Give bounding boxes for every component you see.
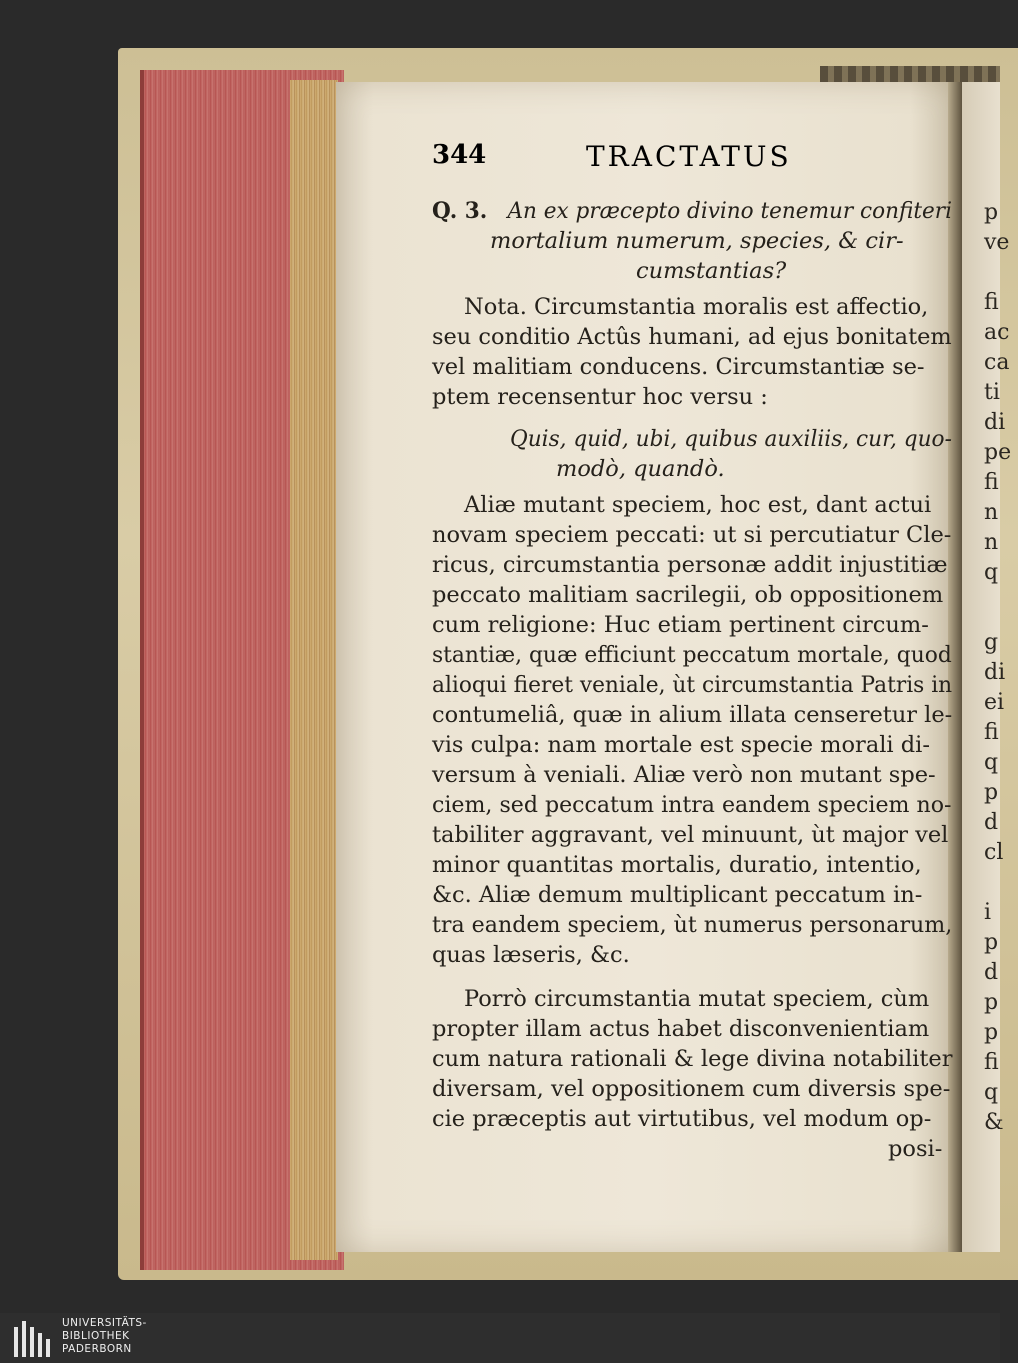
logo-line: UNIVERSITÄTS- xyxy=(62,1317,147,1329)
footer-bar xyxy=(0,1313,1000,1363)
text-line: cie præceptis aut virtutibus, vel modum op- xyxy=(432,1106,932,1132)
facing-page-fragment: di xyxy=(984,410,1006,435)
facing-page-fragment: fi xyxy=(984,470,999,495)
question-label: Q. 3. xyxy=(432,198,488,224)
text-line: &c. Aliæ demum multiplicant peccatum in- xyxy=(432,882,923,908)
facing-page-fragment: ca xyxy=(984,350,1010,375)
facing-page-fragment: pe xyxy=(984,440,1012,465)
question-text: An ex præcepto divino tenemur confiteri xyxy=(507,198,952,224)
text-line: Quis, quid, ubi, quibus auxiliis, cur, quo- xyxy=(510,426,952,452)
page-number: 344 xyxy=(432,140,487,170)
page-block-edges xyxy=(290,80,338,1260)
text-line: modò, quandò. xyxy=(556,456,725,482)
facing-page-fragment: ve xyxy=(984,230,1010,255)
text-line: seu conditio Actûs humani, ad ejus bonitatem xyxy=(432,324,952,350)
facing-page-fragment: fi xyxy=(984,720,999,745)
text-line: alioqui fieret veniale, ùt circumstantia Patris in xyxy=(432,672,953,698)
text-line: peccato malitiam sacrilegii, ob oppositionem xyxy=(432,582,944,608)
facing-page-fragment: g xyxy=(984,630,999,655)
facing-page-fragment: ei xyxy=(984,690,1005,715)
text-line: ptem recensentur hoc versu : xyxy=(432,384,768,410)
text-line: novam speciem peccati: ut si percutiatur Cle- xyxy=(432,522,952,548)
text-line: ricus, circumstantia personæ addit injustitiæ xyxy=(432,552,948,578)
text-line: stantiæ, quæ efficiunt peccatum mortale, quod xyxy=(432,642,952,668)
facing-page-edge xyxy=(962,82,1012,1252)
text-line: Porrò circumstantia mutat speciem, cùm xyxy=(464,986,930,1012)
facing-page-fragment: p xyxy=(984,1020,999,1045)
facing-page-fragment: q xyxy=(984,560,999,585)
facing-page-fragment: ac xyxy=(984,320,1010,345)
running-title: TRACTATUS xyxy=(586,140,792,173)
facing-page-fragment: q xyxy=(984,750,999,775)
facing-page-fragment: fi xyxy=(984,290,999,315)
text-line: ciem, sed peccatum intra eandem speciem no- xyxy=(432,792,952,818)
facing-page-fragment: & xyxy=(984,1110,1004,1135)
facing-page-fragment: n xyxy=(984,500,999,525)
page-header xyxy=(432,140,932,180)
facing-page-fragment: ti xyxy=(984,380,1000,405)
text-line: vis culpa: nam mortale est specie morali di- xyxy=(432,732,930,758)
text-line: propter illam actus habet disconvenientiam xyxy=(432,1016,930,1042)
text-line: tra eandem speciem, ùt numerus personarum, xyxy=(432,912,953,938)
facing-page-fragment: fi xyxy=(984,1050,999,1075)
facing-page-fragment: di xyxy=(984,660,1006,685)
text-line: versum à veniali. Aliæ verò non mutant spe- xyxy=(432,762,936,788)
text-line: cum religione: Huc etiam pertinent circum- xyxy=(432,612,929,638)
facing-page-fragment: d xyxy=(984,810,999,835)
logo-line: BIBLIOTHEK xyxy=(62,1330,130,1342)
facing-page-fragment: p xyxy=(984,200,999,225)
text-line: diversam, vel oppositionem cum diversis spe- xyxy=(432,1076,951,1102)
facing-page-fragment: p xyxy=(984,780,999,805)
question-line: cumstantias? xyxy=(636,258,787,284)
facing-page-fragment: p xyxy=(984,930,999,955)
facing-page-fragment: p xyxy=(984,990,999,1015)
facing-page-fragment: d xyxy=(984,960,999,985)
text-line: quas læseris, &c. xyxy=(432,942,630,968)
facing-page-fragment: cl xyxy=(984,840,1004,865)
text-line: vel malitiam conducens. Circumstantiæ se- xyxy=(432,354,925,380)
logo-line: PADERBORN xyxy=(62,1343,132,1355)
facing-page-fragment: q xyxy=(984,1080,999,1105)
text-line: Aliæ mutant speciem, hoc est, dant actui xyxy=(464,492,932,518)
text-line: minor quantitas mortalis, duratio, intentio, xyxy=(432,852,922,878)
question-line: mortalium numerum, species, & cir- xyxy=(490,228,904,254)
university-library-columns-icon xyxy=(12,1319,52,1357)
text-line: cum natura rationali & lege divina notabiliter xyxy=(432,1046,953,1072)
facing-page-fragment: i xyxy=(984,900,992,925)
library-logo-text xyxy=(62,1317,147,1356)
question-line xyxy=(432,196,952,226)
text-line: tabiliter aggravant, vel minuunt, ùt major vel xyxy=(432,822,949,848)
text-line: Nota. Circumstantia moralis est affectio, xyxy=(464,294,929,320)
facing-page-fragment: n xyxy=(984,530,999,555)
text-line: contumeliâ, quæ in alium illata censeretur le- xyxy=(432,702,953,728)
text-line: posi- xyxy=(888,1136,943,1162)
